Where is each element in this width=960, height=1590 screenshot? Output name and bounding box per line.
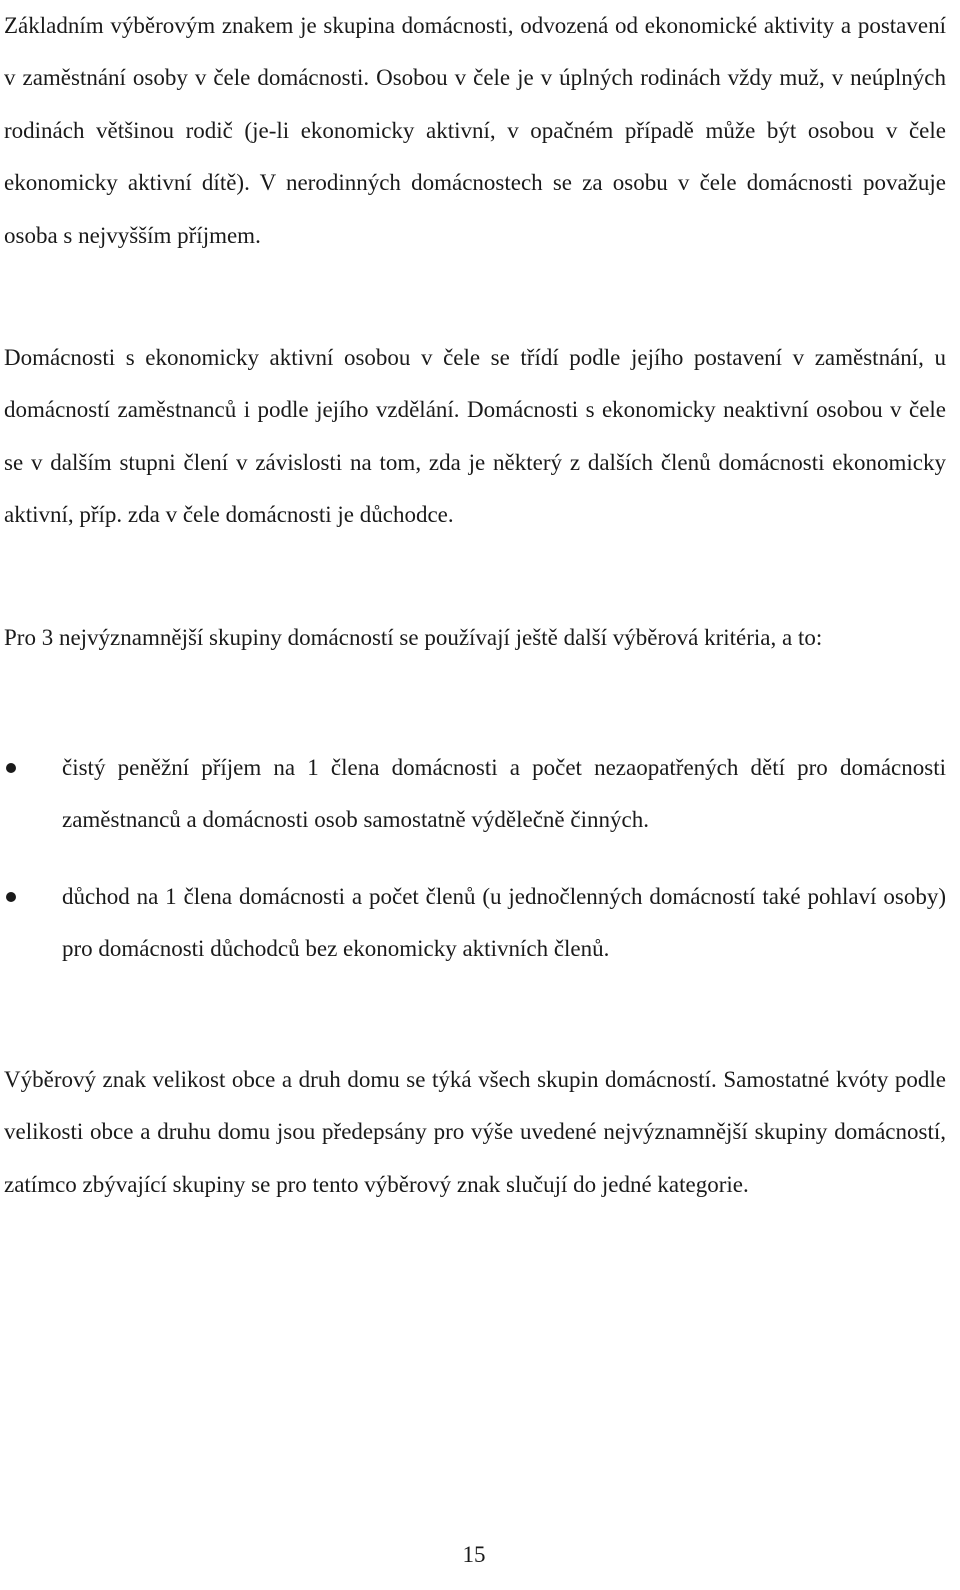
- paragraph-household-classification: Domácnosti s ekonomicky aktivní osobou v čele se třídí podle jejího postavení v zaměstnání, u domácností zaměstnanců i podle jejího vzdělání. Domácnosti s ekonomicky neaktivní osobou v čele se v dalším stupni člení v závislosti na tom, zda je některý z dalších členů domácnosti ekonomicky aktivní, příp. zda v čele domácnosti je důchodce.: [4, 345, 946, 528]
- bullet-icon: [6, 763, 16, 773]
- criteria-bullet-list: [4, 742, 946, 976]
- bullet-icon: [6, 892, 16, 902]
- list-item: [4, 742, 946, 847]
- paragraph-household-group-definition: Základním výběrovým znakem je skupina domácnosti, odvozená od ekonomické aktivity a postavení v zaměstnání osoby v čele domácnosti. Osobou v čele je v úplných rodinách vždy muž, v neúplných rodinách většinou rodič (je-li ekonomicky aktivní, v opačném případě může být osobou v čele ekonomicky aktivní dítě). V nerodinných domácnostech se za osobu v čele domácnosti považuje osoba s nejvyšším příjmem.: [4, 13, 946, 248]
- bullet-text-pension-criteria: důchod na 1 člena domácnosti a počet členů (u jednočlenných domácností také pohlaví osoby) pro domácnosti důchodců bez ekonomicky aktivních členů.: [62, 883, 946, 962]
- list-item: [4, 871, 946, 976]
- page-number: 15: [462, 1542, 486, 1567]
- bullet-text-income-criteria: čistý peněžní příjem na 1 člena domácnosti a počet nezaopatřených dětí pro domácnosti zaměstnanců a domácnosti osob samostatně výdělečně činných.: [62, 755, 946, 833]
- paragraph-municipality-size-criteria: Výběrový znak velikost obce a druh domu se týká všech skupin domácností. Samostatné kvóty podle velikosti obce a druhu domu jsou předepsány pro výše uvedené nejvýznamnější skupiny domácností, zatímco zbývající skupiny se pro tento výběrový znak slučují do jedné kategorie.: [4, 1067, 946, 1197]
- paragraph-additional-criteria-intro: Pro 3 nejvýznamnější skupiny domácností se používají ještě další výběrová kritéria, a to:: [4, 625, 823, 650]
